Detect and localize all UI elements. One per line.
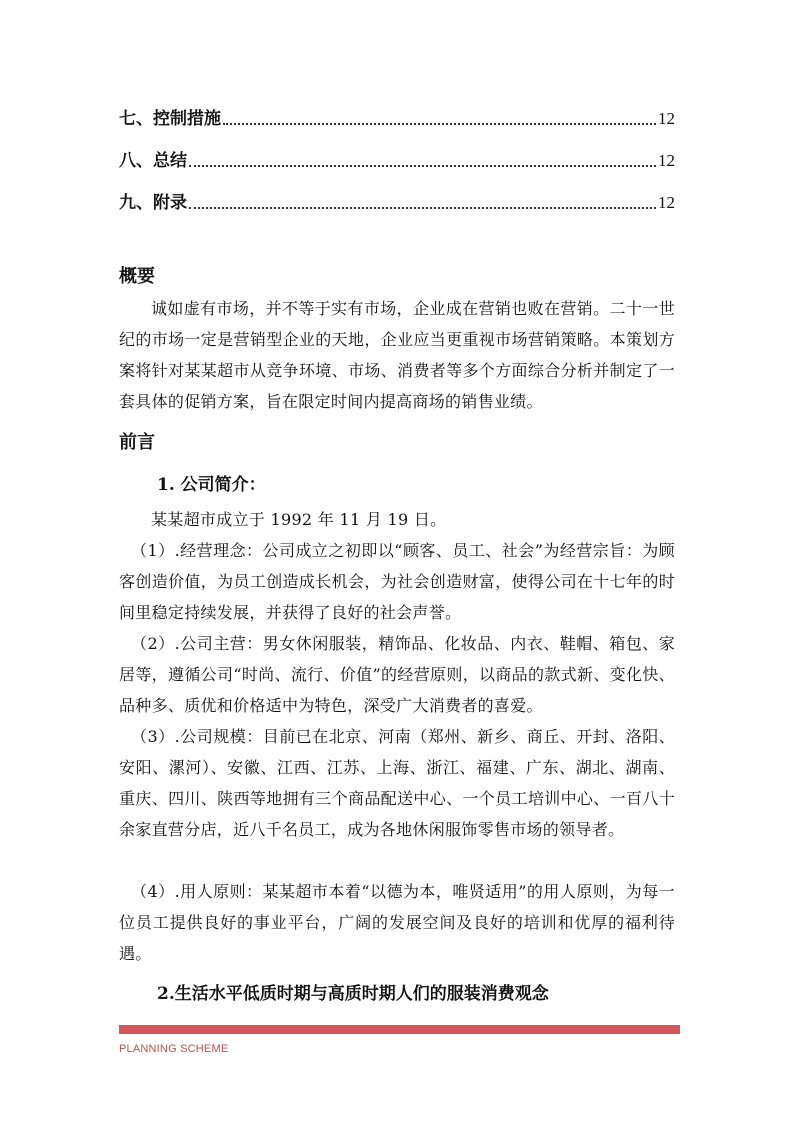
founded-paragraph: 某某超市成立于 1992 年 11 月 19 日。 bbox=[151, 510, 447, 529]
toc-entry-title: 七、控制措施 bbox=[119, 109, 221, 129]
toc-entry-page: 12 bbox=[658, 193, 675, 212]
section-company-intro-heading: 1. 公司简介： bbox=[157, 475, 266, 495]
company-scale-paragraph: （3）.公司规模：目前已在北京、河南（郑州、新乡、商丘、开封、洛阳、安阳、漯河）、安徽、江西、江苏、上海、浙江、福建、广东、湖北、湖南、重庆、四川、陕西等地拥有三个商品配送中心、一个员工培训中心、一百八十余家直营分店，近八千名员工，成为各地休闲服饰零售市场的领导者。 bbox=[119, 727, 675, 839]
toc-entry[interactable] bbox=[119, 142, 675, 172]
toc-entry-title: 八、总结 bbox=[119, 151, 187, 171]
toc-leader-dots bbox=[189, 207, 656, 209]
footer-label: PLANNING SCHEME bbox=[119, 1043, 229, 1055]
preface-heading: 前言 bbox=[119, 432, 155, 453]
section-consumption-concept-heading: 2.生活水平低质时期与高质时期人们的服装消费观念 bbox=[157, 984, 549, 1004]
toc-entry[interactable] bbox=[119, 184, 675, 214]
toc-entry-title: 九、附录 bbox=[119, 193, 187, 213]
business-philosophy-paragraph: （1）.经营理念：公司成立之初即以“顾客、员工、社会”为经营宗旨：为顾客创造价值，为员工创造成长机会，为社会创造财富，使得公司在十七年的时间里稳定持续发展，并获得了良好的社会声誉。 bbox=[119, 541, 675, 622]
overview-heading: 概要 bbox=[119, 266, 155, 287]
toc-leader-dots bbox=[223, 123, 656, 125]
overview-paragraph: 诚如虚有市场，并不等于实有市场，企业成在营销也败在营销。二十一世纪的市场一定是营销型企业的天地，企业应当更重视市场营销策略。本策划方案将针对某某超市从竞争环境、市场、消费者等多个方面综合分析并制定了一套具体的促销方案，旨在限定时间内提高商场的销售业绩。 bbox=[119, 299, 675, 411]
employment-principle-paragraph: （4）.用人原则：某某超市本着“以德为本，唯贤适用”的用人原则，为每一位员工提供良好的事业平台，广阔的发展空间及良好的培训和优厚的福利待遇。 bbox=[119, 882, 675, 963]
toc-entry-page: 12 bbox=[658, 109, 675, 128]
main-business-paragraph: （2）.公司主营：男女休闲服装，精饰品、化妆品、内衣、鞋帽、箱包、家居等，遵循公司“时尚、流行、价值”的经营原则，以商品的款式新、变化快、品种多、质优和价格适中为特色，深受广大消费者的喜爱。 bbox=[119, 634, 675, 715]
toc-leader-dots bbox=[189, 165, 656, 167]
toc-entry-page: 12 bbox=[658, 151, 675, 170]
toc-entry[interactable] bbox=[119, 100, 675, 130]
footer-bar bbox=[119, 1025, 680, 1034]
